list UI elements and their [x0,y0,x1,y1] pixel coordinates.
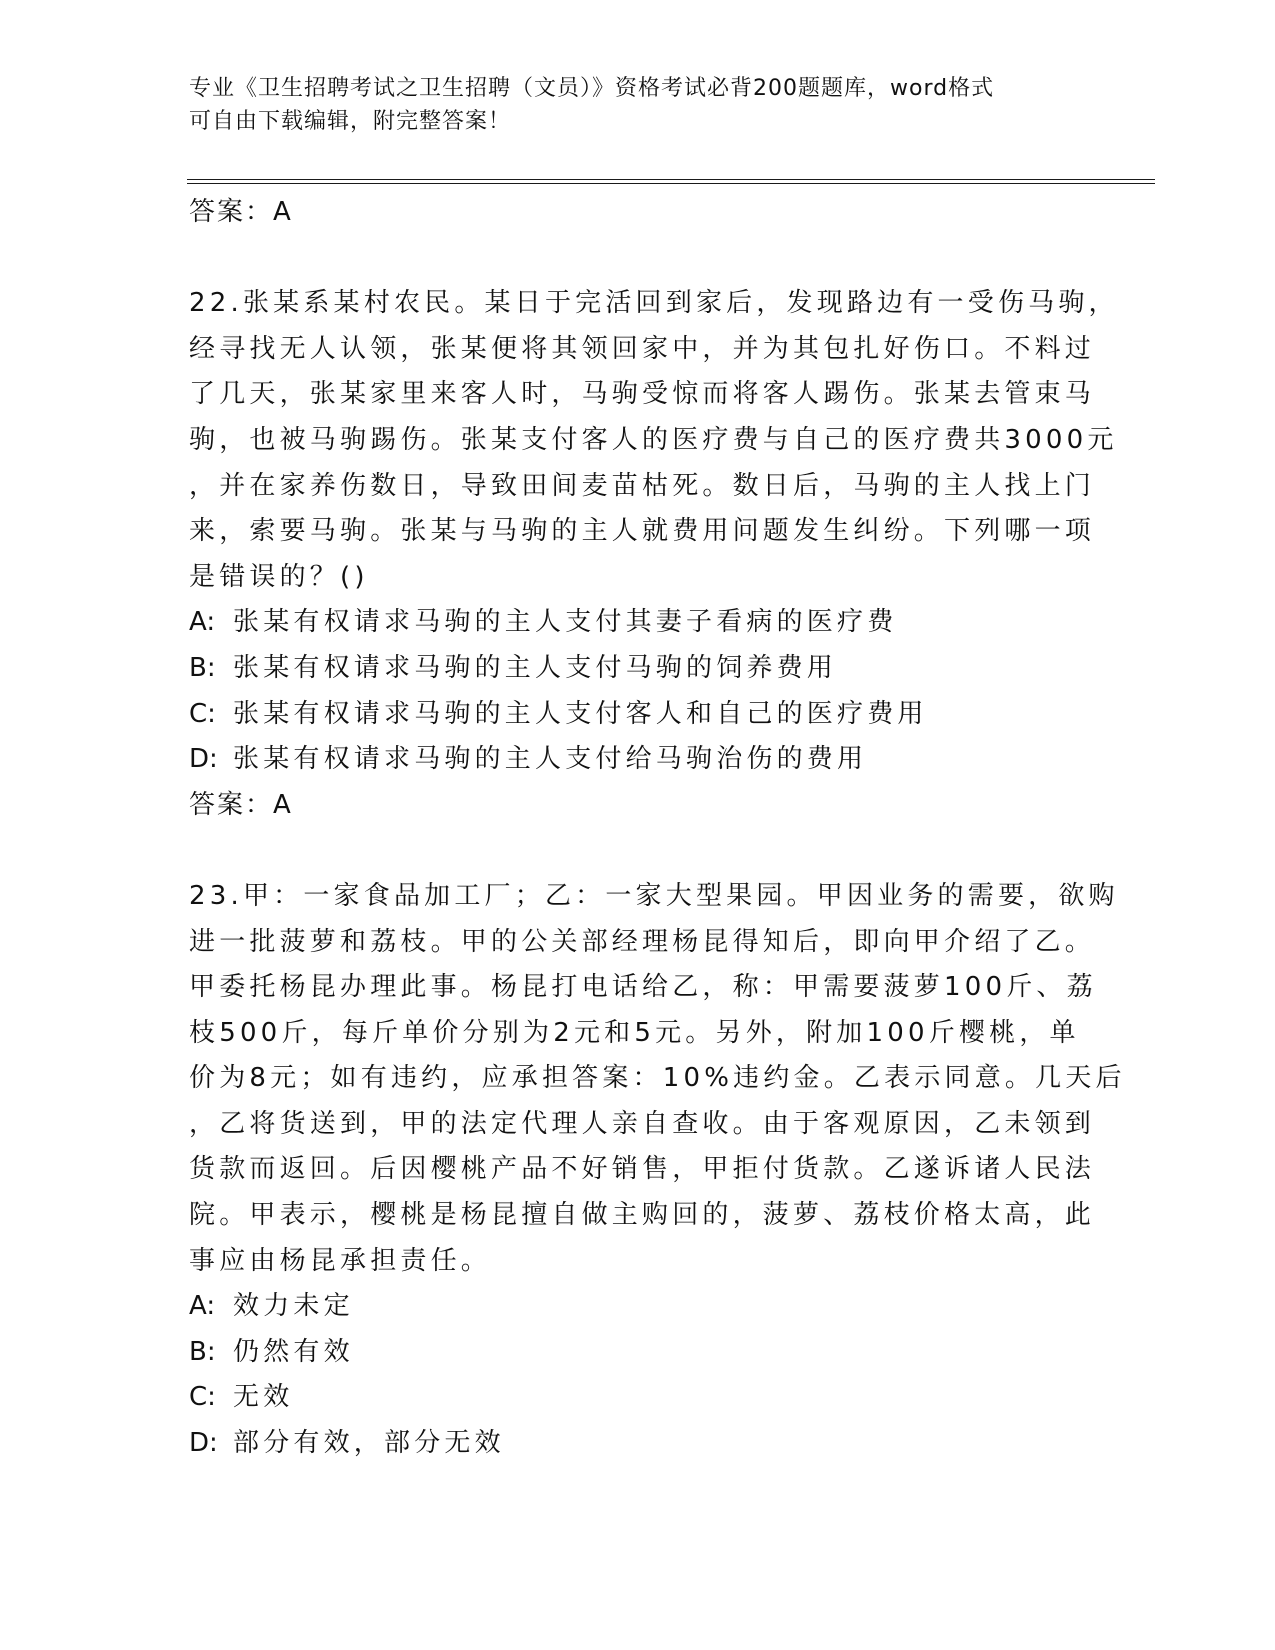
question-22-option-c [189,692,1079,738]
question-23-line: 事应由杨昆承担责任。 [189,1245,492,1276]
option-text: 张某有权请求马驹的主人支付马驹的饲养费用 [233,652,838,683]
question-22-line: 驹，也被马驹踢伤。张某支付客人的医疗费与自己的医疗费共3000元 [189,424,1118,455]
option-text: 部分有效，部分无效 [233,1428,505,1459]
spacer [189,236,1079,282]
option-letter: B: [189,1336,216,1367]
option-letter: C: [189,1382,216,1413]
spacer [189,828,1079,874]
question-23-line: 价为8元；如有违约，应承担答案：10%违约金。乙表示同意。几天后 [189,1063,1126,1094]
question-22 [189,281,1119,828]
option-text: 张某有权请求马驹的主人支付客人和自己的医疗费用 [233,698,928,729]
question-23-option-d [189,1421,1079,1467]
question-23-line: 甲委托杨昆办理此事。杨昆打电话给乙，称：甲需要菠萝100斤、荔 [189,972,1097,1003]
option-letter: C: [189,698,216,729]
question-23 [189,874,1126,1467]
question-22-answer: 答案：A [189,789,293,820]
option-letter: B: [189,652,216,683]
header-divider-top [187,179,1155,180]
header-line-1: 专业《卫生招聘考试之卫生招聘（文员）》资格考试必背200题题库，word格式 [189,76,995,101]
header-divider-bottom [187,183,1155,184]
question-22-option-a [189,600,1079,646]
document-body [189,190,1126,1467]
question-22-line: 经寻找无人认领，张某便将其领回家中，并为其包扎好伤口。不料过 [189,333,1096,364]
option-text: 仍然有效 [233,1336,354,1367]
option-text: 张某有权请求马驹的主人支付其妻子看病的医疗费 [233,607,898,638]
option-letter: A: [189,1291,216,1322]
question-23-option-b [189,1330,1079,1376]
option-text: 无效 [233,1382,294,1413]
question-22-line: 是错误的？() [189,561,369,592]
option-letter: D: [189,1428,218,1459]
option-text: 效力未定 [233,1291,354,1322]
option-letter: D: [189,744,218,775]
question-22-line: 来，索要马驹。张某与马驹的主人就费用问题发生纠纷。下列哪一项 [189,516,1096,547]
option-letter: A: [189,607,216,638]
question-22-option-d [189,737,1079,783]
document-header [189,72,1079,138]
question-22-option-b [189,646,1079,692]
question-22-line: ，并在家养伤数日，导致田间麦苗枯死。数日后，马驹的主人找上门 [189,470,1096,501]
question-23-line: 院。甲表示，樱桃是杨昆擅自做主购回的，菠萝、荔枝价格太高，此 [189,1200,1096,1231]
answer-previous: 答案：A [189,197,293,227]
question-23-option-a [189,1284,1079,1330]
question-23-option-c [189,1375,1079,1421]
question-23-line: ，乙将货送到，甲的法定代理人亲自查收。由于客观原因，乙未领到 [189,1108,1096,1139]
question-23-line: 枝500斤，每斤单价分别为2元和5元。另外，附加100斤樱桃，单 [189,1017,1080,1048]
question-22-line: 22.张某系某村农民。某日于完活回到家后，发现路边有一受伤马驹， [189,288,1119,319]
header-line-2: 可自由下载编辑，附完整答案！ [189,109,512,134]
question-23-line: 23.甲：一家食品加工厂；乙：一家大型果园。甲因业务的需要，欲购 [189,880,1119,911]
option-text: 张某有权请求马驹的主人支付给马驹治伤的费用 [233,744,868,775]
question-23-line: 进一批菠萝和荔枝。甲的公关部经理杨昆得知后，即向甲介绍了乙。 [189,926,1096,957]
question-23-line: 货款而返回。后因樱桃产品不好销售，甲拒付货款。乙遂诉诸人民法 [189,1154,1096,1185]
question-22-line: 了几天，张某家里来客人时，马驹受惊而将客人踢伤。张某去管束马 [189,379,1096,410]
